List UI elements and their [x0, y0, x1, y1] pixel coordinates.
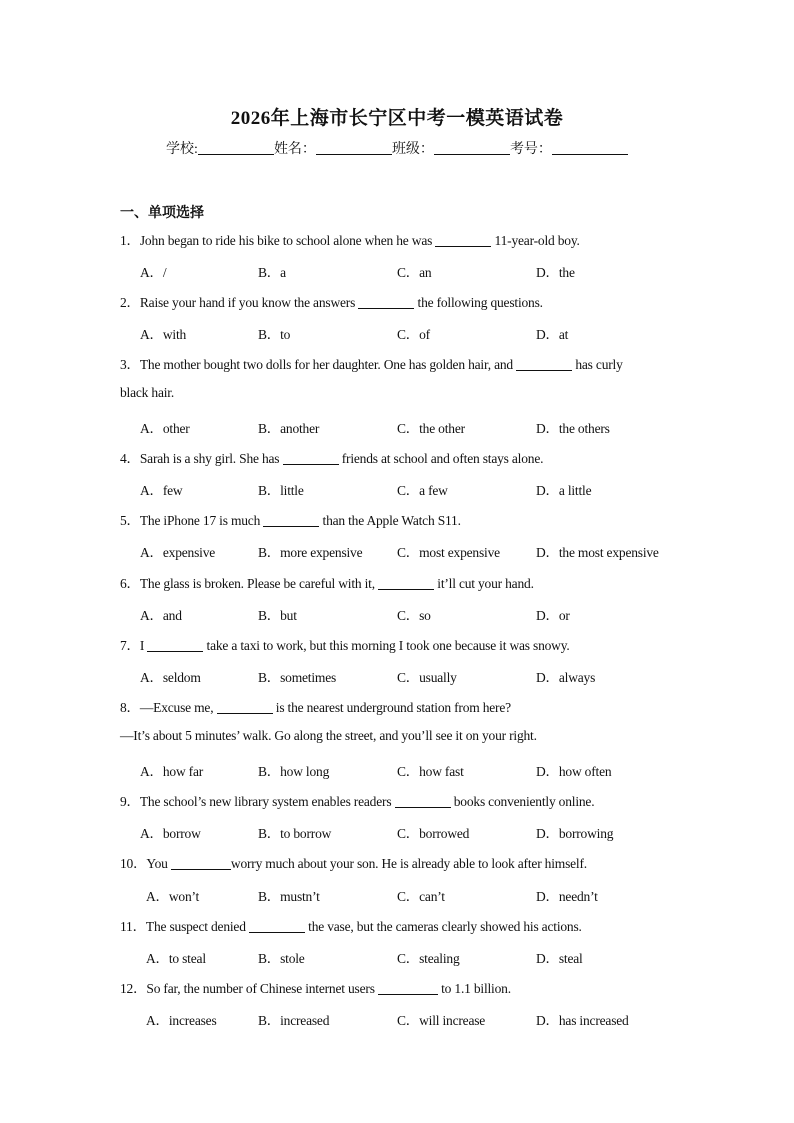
option-d[interactable]: D．at — [536, 327, 569, 342]
school-label: 学校: — [166, 142, 198, 157]
answer-blank — [395, 794, 451, 808]
question-3-continued: black hair. — [120, 385, 175, 400]
question-6 — [120, 572, 534, 592]
option-a[interactable]: A．and — [140, 608, 182, 623]
option-c[interactable]: C．a few — [397, 483, 448, 498]
option-c[interactable]: C．of — [397, 327, 430, 342]
option-a[interactable]: A．how far — [140, 764, 204, 779]
exam-number-blank[interactable] — [552, 140, 628, 155]
class-blank[interactable] — [434, 140, 510, 155]
question-text: 10．You — [120, 856, 168, 871]
option-d[interactable]: D．has increased — [536, 1013, 629, 1028]
question-10 — [120, 852, 587, 872]
question-text: 4．Sarah is a shy girl. She has — [120, 451, 280, 466]
answer-blank — [358, 295, 414, 309]
option-b[interactable]: B．stole — [258, 951, 305, 966]
question-8-continued: —It’s about 5 minutes’ walk. Go along the street, and you’ll see it on your right. — [120, 728, 537, 743]
option-c[interactable]: C．an — [397, 265, 432, 280]
question-text: the vase, but the cameras clearly showed his actions. — [308, 919, 582, 934]
question-text: books conveniently online. — [453, 794, 595, 809]
option-d[interactable]: D．the — [536, 265, 575, 280]
question-text: 2．Raise your hand if you know the answers — [120, 295, 356, 310]
option-c[interactable]: C．how fast — [397, 764, 464, 779]
option-d[interactable]: D．always — [536, 670, 596, 685]
answer-blank — [147, 638, 203, 652]
option-c[interactable]: C．borrowed — [397, 826, 470, 841]
option-b[interactable]: B．little — [258, 483, 304, 498]
option-c[interactable]: C．will increase — [397, 1013, 486, 1028]
question-text: worry much about your son. He is already able to look after himself. — [230, 856, 587, 871]
option-d[interactable]: D．borrowing — [536, 826, 614, 841]
option-a[interactable]: A．borrow — [140, 826, 201, 841]
option-b[interactable]: B．increased — [258, 1013, 330, 1028]
option-a[interactable]: A．expensive — [140, 545, 216, 560]
option-c[interactable]: C．the other — [397, 421, 465, 436]
student-info-line — [0, 138, 794, 158]
option-c[interactable]: C．stealing — [397, 951, 460, 966]
question-text: than the Apple Watch S11. — [322, 513, 461, 528]
option-b[interactable]: B．sometimes — [258, 670, 337, 685]
question-text: 11-year-old boy. — [494, 233, 580, 248]
option-b[interactable]: B．more expensive — [258, 545, 363, 560]
question-11 — [120, 915, 582, 935]
option-a[interactable]: A．won’t — [146, 889, 200, 904]
section-heading: 一、单项选择 — [120, 206, 204, 221]
exam-number-label: 考号： — [509, 142, 552, 157]
option-a[interactable]: A．/ — [140, 265, 167, 280]
class-label: 班级： — [391, 142, 434, 157]
option-b[interactable]: B．but — [258, 608, 297, 623]
question-2 — [120, 291, 543, 311]
question-3 — [120, 353, 623, 373]
question-5 — [120, 509, 461, 529]
option-a[interactable]: A．other — [140, 421, 190, 436]
exam-title: 2026年上海市长宁区中考一模英语试卷 — [230, 108, 564, 129]
answer-blank — [516, 357, 572, 371]
answer-blank — [283, 451, 339, 465]
school-blank[interactable] — [198, 140, 274, 155]
option-c[interactable]: C．can’t — [397, 889, 445, 904]
question-text: has curly — [575, 357, 623, 372]
option-b[interactable]: B．mustn’t — [258, 889, 320, 904]
option-a[interactable]: A．seldom — [140, 670, 201, 685]
question-text: 12．So far, the number of Chinese internet users — [120, 981, 375, 996]
option-b[interactable]: B．another — [258, 421, 320, 436]
question-12 — [120, 977, 511, 997]
question-text: is the nearest underground station from here? — [275, 700, 511, 715]
answer-blank — [435, 233, 491, 247]
option-a[interactable]: A．few — [140, 483, 183, 498]
question-text: friends at school and often stays alone. — [341, 451, 544, 466]
option-c[interactable]: C．so — [397, 608, 431, 623]
answer-blank — [171, 856, 231, 870]
answer-blank — [263, 513, 319, 527]
option-b[interactable]: B．to borrow — [258, 826, 332, 841]
option-b[interactable]: B．how long — [258, 764, 330, 779]
answer-blank — [249, 919, 305, 933]
option-a[interactable]: A．to steal — [146, 951, 206, 966]
answer-blank — [378, 576, 434, 590]
question-4 — [120, 447, 543, 467]
option-b[interactable]: B．to — [258, 327, 291, 342]
question-text: it’ll cut your hand. — [437, 576, 534, 591]
option-c[interactable]: C．most expensive — [397, 545, 500, 560]
option-d[interactable]: D．a little — [536, 483, 592, 498]
name-label: 姓名： — [273, 142, 316, 157]
option-d[interactable]: D．needn’t — [536, 889, 598, 904]
question-7 — [120, 634, 570, 654]
option-c[interactable]: C．usually — [397, 670, 457, 685]
question-text: 6．The glass is broken. Please be careful with it, — [120, 576, 375, 591]
question-text: to 1.1 billion. — [441, 981, 511, 996]
question-8 — [120, 696, 511, 716]
answer-blank — [378, 981, 438, 995]
option-d[interactable]: D．the most expensive — [536, 545, 659, 560]
question-9 — [120, 790, 594, 810]
option-d[interactable]: D．how often — [536, 764, 612, 779]
question-text: 7．I — [120, 638, 145, 653]
question-text: 9．The school’s new library system enables readers — [120, 794, 392, 809]
question-text: take a taxi to work, but this morning I took one because it was snowy. — [206, 638, 570, 653]
question-text: 8．—Excuse me, — [120, 700, 214, 715]
option-a[interactable]: A．increases — [146, 1013, 217, 1028]
question-1 — [120, 229, 580, 249]
option-b[interactable]: B．a — [258, 265, 286, 280]
option-d[interactable]: D．or — [536, 608, 570, 623]
option-d[interactable]: D．the others — [536, 421, 610, 436]
answer-blank — [217, 700, 273, 714]
option-d[interactable]: D．steal — [536, 951, 583, 966]
name-blank[interactable] — [316, 140, 392, 155]
question-text: 5．The iPhone 17 is much — [120, 513, 261, 528]
question-text: 11．The suspect denied — [120, 919, 246, 934]
question-text: the following questions. — [417, 295, 543, 310]
question-text: 1．John began to ride his bike to school alone when he was — [120, 233, 433, 248]
option-a[interactable]: A．with — [140, 327, 187, 342]
question-text: 3．The mother bought two dolls for her daughter. One has golden hair, and — [120, 357, 513, 372]
